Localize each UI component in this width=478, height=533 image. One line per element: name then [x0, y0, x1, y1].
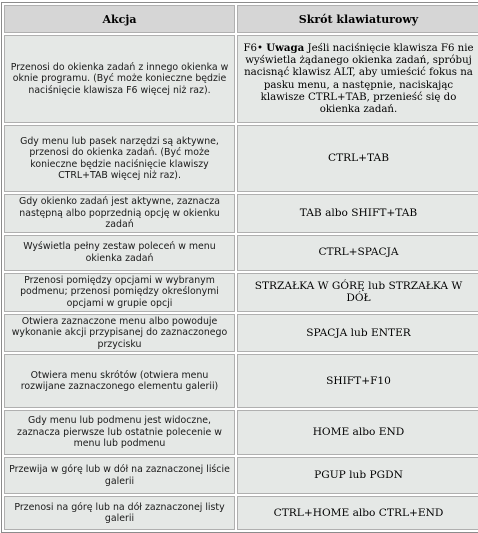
action-cell: Gdy menu lub podmenu jest widoczne, zaznacza pierwsze lub ostatnie polecenie w menu lub podmenu — [4, 410, 235, 455]
table-row — [4, 457, 478, 494]
table-row — [4, 273, 478, 312]
table-row — [4, 125, 478, 192]
shortcut-cell: CTRL+TAB — [237, 125, 478, 192]
table-header-row — [4, 5, 478, 33]
action-cell: Otwiera menu skrótów (otwiera menu rozwijane zaznaczonego elementu galerii) — [4, 354, 235, 408]
shortcut-cell: TAB albo SHIFT+TAB — [237, 194, 478, 233]
column-header-action: Akcja — [4, 5, 235, 33]
note-label: Uwaga — [266, 41, 305, 54]
action-cell: Przenosi do okienka zadań z innego okienka w oknie programu. (Być może konieczne będzie naciśnięcie klawisza F6 więcej niż raz). — [4, 35, 235, 123]
column-header-shortcut: Skrót klawiaturowy — [237, 5, 478, 33]
shortcut-cell: PGUP lub PGDN — [237, 457, 478, 494]
table-row — [4, 194, 478, 233]
table-row — [4, 354, 478, 408]
table-row — [4, 235, 478, 271]
action-cell: Przenosi na górę lub na dół zaznaczonej listy galerii — [4, 496, 235, 530]
table-row — [4, 314, 478, 353]
action-cell: Gdy okienko zadań jest aktywne, zaznacza następną albo poprzednią opcję w okienku zadań — [4, 194, 235, 233]
action-cell: Przenosi pomiędzy opcjami w wybranym podmenu; przenosi pomiędzy określonymi opcjami w grupie opcji — [4, 273, 235, 312]
shortcut-cell — [237, 35, 478, 123]
action-cell: Gdy menu lub pasek narzędzi są aktywne, przenosi do okienka zadań. (Być może konieczne będzie naciśnięcie klawiszy CTRL+TAB więcej niż raz). — [4, 125, 235, 192]
table-row — [4, 35, 478, 123]
shortcut-cell: STRZAŁKA W GÓRĘ lub STRZAŁKA W DÓŁ — [237, 273, 478, 312]
action-cell: Przewija w górę lub w dół na zaznaczonej liście galerii — [4, 457, 235, 494]
action-cell: Otwiera zaznaczone menu albo powoduje wykonanie akcji przypisanej do zaznaczonego przycisku — [4, 314, 235, 353]
shortcut-cell: SPACJA lub ENTER — [237, 314, 478, 353]
shortcut-cell: SHIFT+F10 — [237, 354, 478, 408]
note-text: Jeśli naciśnięcie klawisza F6 nie wyświetla żądanego okienka zadań, spróbuj nacisnąć klawisz ALT, aby umieścić fokus na pasku menu, a następnie, naciskając klawisze CTRL+TAB, przenieść się do okienka zadań. — [244, 42, 474, 115]
keyboard-shortcuts-table — [1, 2, 478, 533]
shortcut-cell: CTRL+HOME albo CTRL+END — [237, 496, 478, 530]
shortcut-cell: CTRL+SPACJA — [237, 235, 478, 271]
table-row — [4, 496, 478, 530]
shortcut-key: F6• — [243, 42, 264, 54]
action-cell: Wyświetla pełny zestaw poleceń w menu okienka zadań — [4, 235, 235, 271]
shortcut-cell: HOME albo END — [237, 410, 478, 455]
table-row — [4, 410, 478, 455]
